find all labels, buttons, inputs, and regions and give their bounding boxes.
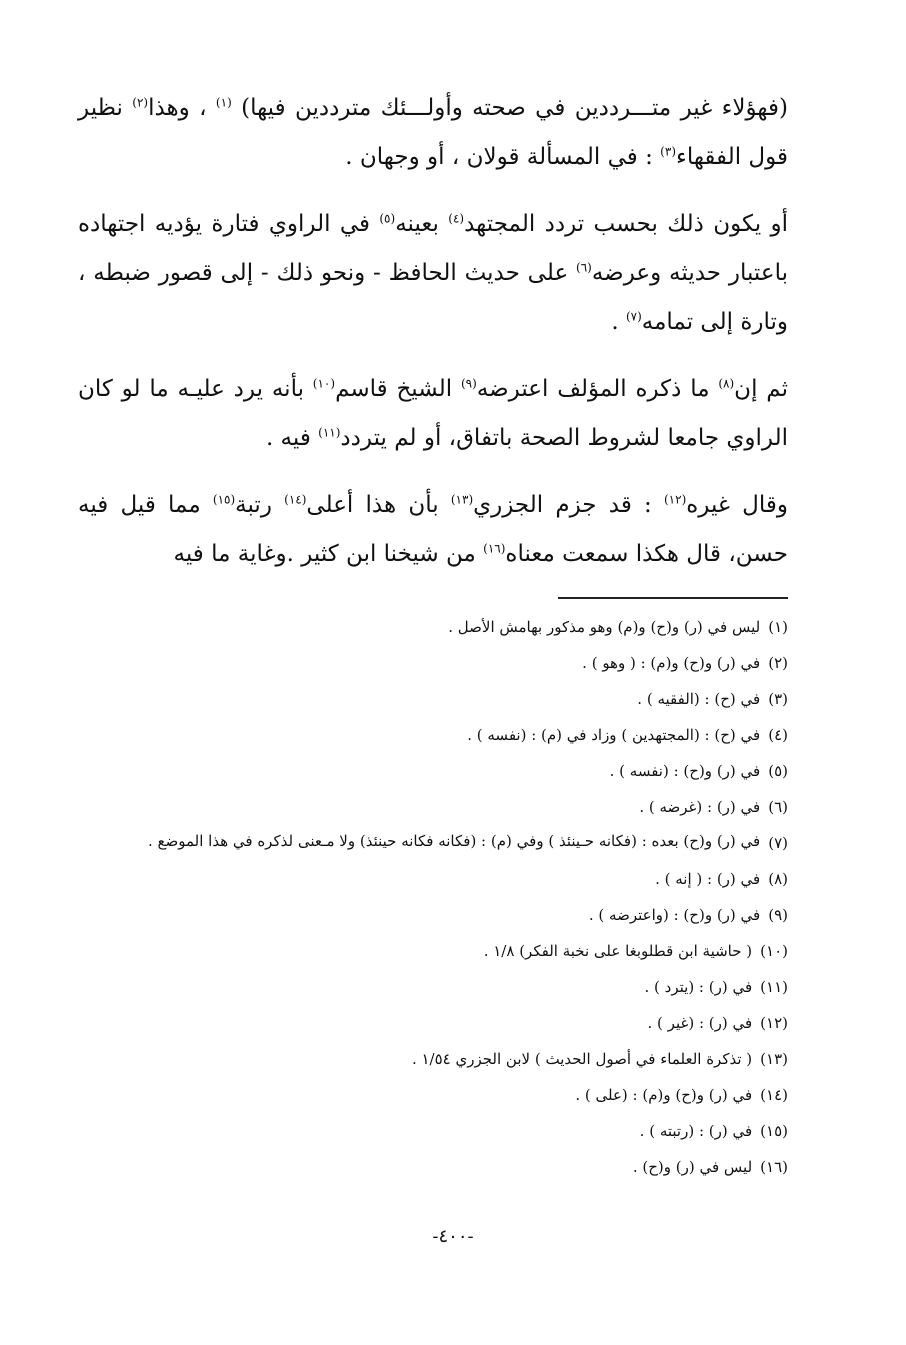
paragraph-text: من شيخنا ابن كثير .وغاية ما فيه: [173, 541, 484, 567]
footnote-ref: (١٦): [483, 541, 506, 556]
paragraph-text: رتبة: [235, 492, 285, 518]
footnote-ref: (٨): [718, 376, 735, 391]
footnote-number: (١٣): [760, 1050, 788, 1068]
footnote-text: ليس في (ر) و(ح) و(م) وهو مذكور بهامش الأصل .: [448, 618, 761, 636]
footnote-ref: (٢): [132, 95, 149, 110]
paragraph-text: ما ذكره المؤلف اعترضه: [476, 376, 719, 402]
footnote-ref: (١١): [318, 425, 341, 440]
footnote-text: ( تذكرة العلماء في أصول الحديث ) لابن الجزري ١/٥٤ .: [411, 1050, 753, 1068]
footnote-ref: (١٣): [450, 492, 474, 507]
footnote-ref: (٦): [576, 260, 592, 275]
document-page: [78, 84, 788, 1185]
footnote-ref: (٥): [379, 211, 396, 226]
footnote-item: [78, 717, 788, 753]
footnote-divider: [558, 597, 788, 599]
paragraph-text: بأن هذا أعلى: [306, 492, 451, 518]
paragraph-text: الشيخ قاسم: [335, 376, 461, 402]
paragraph-text: على حديث الحافظ - ونحو ذلك - إلى قصور ضبطه ، وتارة إلى تمامه: [78, 260, 788, 335]
footnote-text: في (ر) : ( إنه ) .: [655, 870, 761, 888]
footnote-ref: (٣): [660, 144, 676, 159]
footnote-number: (٢): [768, 654, 788, 672]
footnote-ref: (٩): [460, 376, 477, 391]
footnote-number: (١٠): [760, 942, 788, 960]
footnote-ref: (٤): [448, 211, 465, 226]
paragraph-text: : في المسألة قولان ، أو وجهان .: [345, 144, 661, 170]
footnote-ref: (١٥): [212, 492, 236, 507]
footnote-item: [78, 897, 788, 933]
footnote-number: (٣): [768, 690, 788, 708]
page-number: -٤٠٠-: [432, 1226, 474, 1247]
footnote-text: في (ر) و(ح) و(م) : ( وهو ) .: [582, 654, 761, 672]
footnote-ref: (٧): [625, 309, 642, 324]
footnote-text: في (ر) و(ح) بعده : (فكانه حـينئذ ) وفي (م) : (فكانه فكانه حينئذ) ولا مـعنى لذكره في هذا الموضع .: [147, 832, 761, 850]
footnote-number: (١٤): [760, 1086, 788, 1104]
paragraph-text: ، وهذا: [148, 95, 216, 121]
footnote-text: في (ر) : (يترد ) .: [644, 978, 753, 996]
footnotes: [78, 609, 788, 1185]
footnote-ref: (١٢): [663, 492, 687, 507]
footnote-item: [78, 1077, 788, 1113]
footnote-text: في (ح) : (المجتهدين ) وزاد في (م) : (نفسه ) .: [467, 726, 761, 744]
paragraph-text: بعينه: [395, 211, 449, 237]
footnote-item: [78, 1005, 788, 1041]
paragraph-text: مما قيل فيه حسن، قال هكذا سمعت معناه: [78, 492, 788, 567]
footnote-item: [78, 1113, 788, 1149]
footnote-number: (٨): [768, 870, 788, 888]
body-paragraph: [78, 365, 788, 463]
footnote-text: في (ر) و(ح) : (نفسه ) .: [609, 762, 761, 780]
footnote-number: (١٢): [760, 1014, 788, 1032]
paragraph-text: نظير قول الفقهاء: [78, 95, 788, 170]
paragraph-text: أو يكون ذلك بحسب تردد المجتهد: [464, 211, 788, 237]
footnote-text: في (ر) : (رتبته ) .: [639, 1122, 753, 1140]
footnote-ref: (١٠): [312, 376, 336, 391]
footnote-item: [78, 861, 788, 897]
footnote-text: في (ر) و(ح) : (واعترضه ) .: [588, 906, 761, 924]
main-text: [78, 84, 788, 579]
paragraph-text: .: [611, 309, 626, 335]
footnote-item: [78, 681, 788, 717]
footnote-text: ( حاشية ابن قطلوبغا على نخبة الفكر) ١/٨ .: [483, 942, 753, 960]
paragraph-text: في الراوي فتارة يؤديه اجتهاده باعتبار حديثه وعرضه: [78, 211, 788, 286]
footnote-text: في (ر) : (غرضه ) .: [639, 798, 761, 816]
body-paragraph: [78, 481, 788, 579]
footnote-number: (٧): [768, 834, 788, 852]
footnote-text: ليس في (ر) و(ح) .: [632, 1158, 753, 1176]
footnote-number: (٦): [768, 798, 788, 816]
footnote-ref: (١): [215, 95, 232, 110]
footnote-number: (١٥): [760, 1122, 788, 1140]
footnote-item: [78, 933, 788, 969]
footnote-number: (٤): [768, 726, 788, 744]
footnote-text: في (ر) : (غير ) .: [647, 1014, 753, 1032]
footnote-text: في (ح) : (الفقيه ) .: [637, 690, 761, 708]
paragraph-text: فيه .: [265, 425, 319, 451]
footnote-item: [78, 753, 788, 789]
footnote-item: [78, 825, 788, 861]
paragraph-text: وقال غيره: [686, 492, 788, 518]
paragraph-text: بأنه يرد عليـه ما لو كان الراوي جامعا لشروط الصحة باتفاق، أو لم يتردد: [78, 376, 788, 451]
footnote-number: (٥): [768, 762, 788, 780]
footnote-item: [78, 1041, 788, 1077]
body-paragraph: [78, 84, 788, 182]
paragraph-text: (فهؤلاء غير متـــرددين في صحته وأولـــئك مترددين فيها): [231, 95, 788, 121]
paragraph-text: ثم إن: [734, 376, 788, 402]
footnote-item: [78, 1149, 788, 1185]
footnote-ref: (١٤): [284, 492, 307, 507]
footnote-item: [78, 609, 788, 645]
footnote-number: (١): [768, 618, 788, 636]
footnote-item: [78, 969, 788, 1005]
footnote-number: (١٦): [760, 1158, 788, 1176]
body-paragraph: [78, 200, 788, 347]
footnote-number: (٩): [768, 906, 788, 924]
footnote-text: في (ر) و(ح) و(م) : (على ) .: [575, 1086, 753, 1104]
footnote-divider-wrap: [78, 597, 788, 599]
footnote-number: (١١): [760, 978, 788, 996]
paragraph-text: : قد جزم الجزري: [473, 492, 664, 518]
footnote-item: [78, 789, 788, 825]
footnote-item: [78, 645, 788, 681]
